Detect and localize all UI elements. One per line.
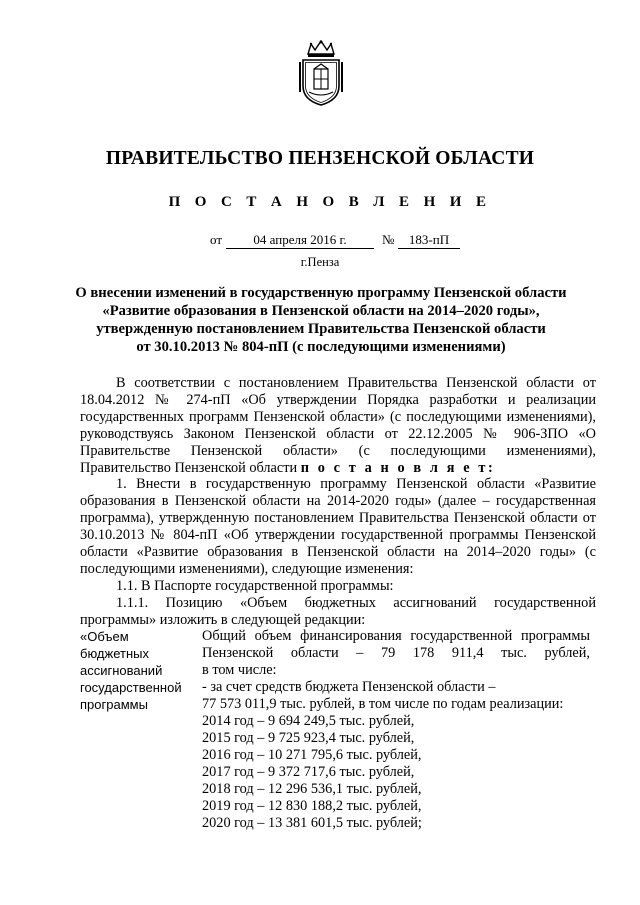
funding-year-line: 2014 год – 9 694 249,5 тыс. рублей,: [202, 713, 415, 729]
funding-line: в том числе:: [202, 662, 277, 678]
funding-year-line: 2017 год – 9 372 717,6 тыс. рублей,: [202, 764, 415, 780]
table-right-column: [202, 628, 590, 832]
city: г.Пенза: [300, 255, 340, 269]
funding-line: 77 573 011,9 тыс. рублей, в том числе по годам реализации:: [202, 696, 564, 712]
left-cell-line: программы: [80, 697, 148, 712]
subject-line: от 30.10.2013 № 804-пП (с последующими изменениями): [136, 339, 506, 355]
item-1-1-1-paragraph: 1.1.1. Позицию «Объем бюджетных ассигнований государственной программы» изложить в следующей редакции:: [80, 594, 596, 628]
document-subject: [60, 284, 582, 356]
funding-line: - за счет средств бюджета Пензенской области –: [202, 679, 496, 695]
subject-line: О внесении изменений в государственную программу Пензенской области: [75, 285, 567, 301]
funding-year-line: 2019 год – 12 830 188,2 тыс. рублей,: [202, 798, 422, 814]
item-1-1-paragraph: 1.1. В Паспорте государственной программы:: [116, 577, 394, 594]
government-title: ПРАВИТЕЛЬСТВО ПЕНЗЕНСКОЙ ОБЛАСТИ: [105, 148, 535, 169]
document-number: 183-пП: [398, 232, 460, 249]
left-cell-line: государственной: [80, 680, 182, 695]
left-cell-line: «Объем: [80, 629, 129, 644]
table-left-column: [80, 628, 200, 713]
subject-line: утвержденную постановлением Правительства Пензенской области: [96, 321, 546, 337]
subject-line: «Развитие образования в Пензенской области на 2014–2020 годы»,: [102, 303, 540, 319]
document-type: П О С Т А Н О В Л Е Н И Е: [168, 194, 492, 210]
funding-intro: Общий объем финансирования государственной программы Пензенской области – 79 178 911,4 тыс. рублей,: [202, 628, 590, 661]
date-prefix: от: [210, 232, 223, 247]
resolves-word: п о с т а н о в л я е т:: [300, 459, 496, 476]
preamble-text: В соответствии с постановлением Правительства Пензенской области от 18.04.2012 № 274-пП «Об утверждении Порядка разработки и реализации государственных программ Пензенской области» (с последующими изменениями), руководствуясь Законом Пензенской области от 22.12.2005 № 906-ЗПО «О Правительстве Пензенской области» (с последующими изменениями), Правительство Пензенской области: [80, 375, 596, 476]
item-1-paragraph: 1. Внести в государственную программу Пензенской области «Развитие образования в Пензенской области на 2014-2020 годы» (далее – государственная программа), утвержденную постановлением Правительства Пензенской области от 30.10.2013 № 804-пП «Об утверждении государственной программы Пензенской области «Развитие образования в Пензенской области на 2014–2020 годы» (с последующими изменениями), следующие изменения:: [80, 476, 596, 577]
funding-year-line: 2020 год – 13 381 601,5 тыс. рублей;: [202, 815, 422, 831]
document-body: [80, 375, 596, 629]
left-cell-line: бюджетных: [80, 646, 149, 661]
number-prefix: №: [382, 232, 395, 247]
funding-year-line: 2015 год – 9 725 923,4 тыс. рублей,: [202, 730, 415, 746]
penza-region-coat-of-arms-icon: [296, 40, 346, 107]
left-cell-line: ассигнований: [80, 663, 163, 678]
document-date: 04 апреля 2016 г.: [226, 232, 374, 249]
funding-year-line: 2016 год – 10 271 795,6 тыс. рублей,: [202, 747, 422, 763]
preamble-paragraph: [80, 375, 596, 476]
funding-year-line: 2018 год – 12 296 536,1 тыс. рублей,: [202, 781, 422, 797]
